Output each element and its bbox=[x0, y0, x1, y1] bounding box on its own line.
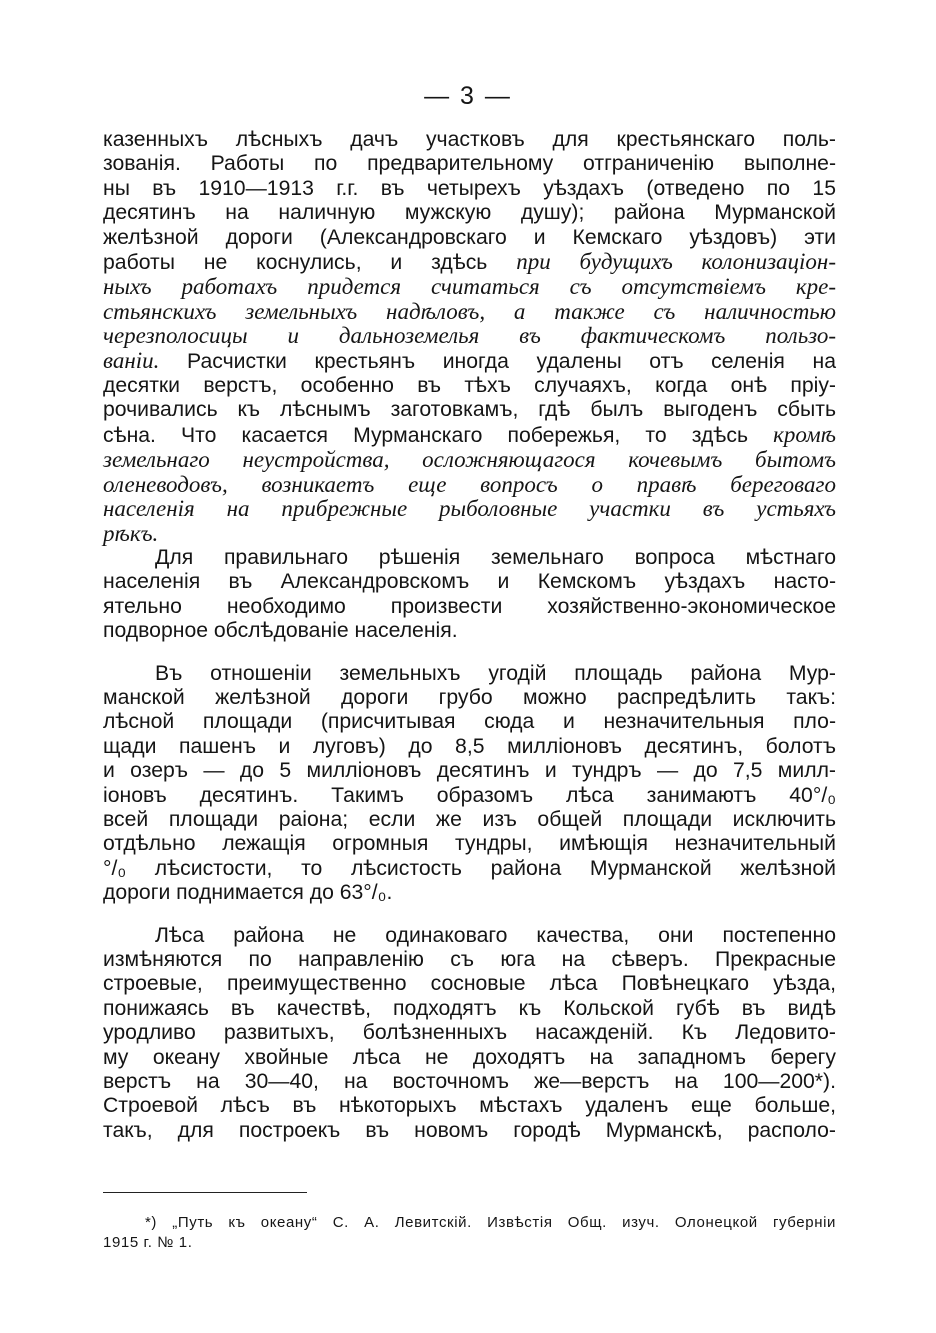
text-line: десятинъ на наличную мужскую душу); района Мурманской bbox=[103, 201, 836, 225]
text-line: °/₀ лѣсистости, то лѣсистость района Мурманской желѣзной bbox=[103, 856, 836, 880]
text-line: десятки верстъ, особенно въ тѣхъ случаяхъ, когда онѣ пріу- bbox=[103, 374, 836, 398]
text-line: казенныхъ лѣсныхъ дачъ участковъ для крестьянскаго поль- bbox=[103, 128, 836, 151]
text-line: Въ отношеніи земельныхъ угодій площадь района Мур- bbox=[155, 661, 836, 685]
italic-line: ныхъ работахъ придется считаться съ отсутствіемъ кре- bbox=[103, 274, 836, 300]
italic-run: ваніи. bbox=[103, 347, 160, 373]
footnote bbox=[103, 1213, 836, 1253]
text-line: Лѣса района не одинаковаго качества, они постепенно bbox=[155, 923, 836, 947]
text-line: зованія. Работы по предварительному отграниченію выполне- bbox=[103, 152, 836, 176]
italic-line: рѣкъ. bbox=[103, 520, 159, 546]
paragraph-3 bbox=[103, 662, 836, 906]
text-line: Строевой лѣсъ въ нѣкоторыхъ мѣстахъ удаленъ еще больше, bbox=[103, 1094, 836, 1118]
text-run: сѣна. Что касается Мурманскаго побережья, то здѣсь bbox=[103, 423, 774, 447]
text-line: ны въ 1910—1913 г.г. въ четырехъ уѣздахъ (отведено по 15 bbox=[103, 176, 836, 200]
text-line bbox=[103, 423, 836, 448]
italic-line: стьянскихъ земельныхъ надѣловъ, а также съ наличностью bbox=[103, 298, 836, 324]
text-line: манской желѣзной дороги грубо можно распредѣлить такъ: bbox=[103, 685, 836, 709]
text-line: щади пашенъ и луговъ) до 8,5 милліоновъ десятинъ, болотъ bbox=[103, 734, 836, 758]
italic-line: черезполосицы и дальноземелья въ фактическомъ пользо- bbox=[103, 323, 836, 349]
text-line: измѣняются по направленію съ юга на сѣверъ. Прекрасные bbox=[103, 948, 836, 971]
text-line: дороги поднимается до 63°/₀. bbox=[103, 881, 393, 905]
paragraph-2 bbox=[103, 546, 836, 644]
footnote-divider bbox=[103, 1192, 307, 1193]
italic-line: земельнаго неустройства, осложняющагося кочевымъ бытомъ bbox=[103, 447, 836, 473]
paragraph-1 bbox=[103, 128, 836, 546]
footnote-line: *) „Путь къ океану“ С. А. Левитскій. Извѣстія Общ. изуч. Олонецкой губерніи bbox=[145, 1214, 836, 1231]
text-run: Расчистки крестьянъ иногда удалены отъ селенія на bbox=[159, 349, 836, 373]
paragraph-4 bbox=[103, 924, 836, 1144]
text-line: желѣзной дороги (Александровскаго и Кемскаго уѣздовъ) эти bbox=[103, 225, 836, 249]
italic-line: оленеводовъ, возникаетъ еще вопросъ о правѣ береговаго bbox=[103, 471, 836, 497]
text-line: уродливо развитыхъ, болѣзненныхъ насажденій. Къ Ледовито- bbox=[103, 1021, 836, 1045]
text-line: Для правильнаго рѣшенія земельнаго вопроса мѣстнаго bbox=[155, 545, 836, 569]
text-line: іоновъ десятинъ. Такимъ образомъ лѣса занимаютъ 40°/₀ bbox=[103, 783, 836, 807]
italic-run: при будущихъ колонизаціон- bbox=[516, 249, 836, 275]
text-line: населенія въ Александровскомъ и Кемскомъ уѣздахъ насто- bbox=[103, 570, 836, 594]
text-line bbox=[103, 250, 836, 275]
text-line: понижаясь въ качествѣ, подходятъ къ Кольской губѣ въ видѣ bbox=[103, 996, 836, 1020]
italic-run: кромѣ bbox=[773, 421, 836, 447]
text-line: ятельно необходимо произвести хозяйственно-экономическое bbox=[103, 594, 836, 618]
text-line: всей площади раіона; если же изъ общей площади исключить bbox=[103, 807, 836, 831]
text-line bbox=[103, 349, 836, 374]
footnote-line: 1915 г. № 1. bbox=[103, 1234, 193, 1251]
text-line: верстъ на 30—40, на восточномъ же—верстъ на 100—200*). bbox=[103, 1070, 836, 1094]
main-text bbox=[103, 128, 836, 1143]
text-line: и озеръ — до 5 милліоновъ десятинъ и тундръ — до 7,5 милл- bbox=[103, 759, 836, 783]
text-line: рочивались къ лѣснымъ заготовкамъ, гдѣ былъ выгоденъ сбыть bbox=[103, 398, 836, 422]
page-number: — 3 — bbox=[424, 82, 512, 110]
text-line: му океану хвойные лѣса не доходятъ на западномъ берегу bbox=[103, 1045, 836, 1069]
text-line: такъ, для построекъ въ новомъ городѣ Мурманскѣ, располо- bbox=[103, 1118, 836, 1142]
text-line: подворное обслѣдованіе населенія. bbox=[103, 619, 458, 643]
text-line: отдѣльно лежащія огромныя тундры, имѣющія незначительный bbox=[103, 832, 836, 856]
text-line: строевые, преимущественно сосновые лѣса Повѣнецкаго уѣзда, bbox=[103, 972, 836, 996]
italic-line: населенія на прибрежные рыболовные участки въ устьяхъ bbox=[103, 496, 836, 522]
text-run: работы не коснулись, и здѣсь bbox=[103, 251, 517, 275]
text-line: лѣсной площади (присчитывая сюда и незначительныя пло- bbox=[103, 710, 836, 734]
